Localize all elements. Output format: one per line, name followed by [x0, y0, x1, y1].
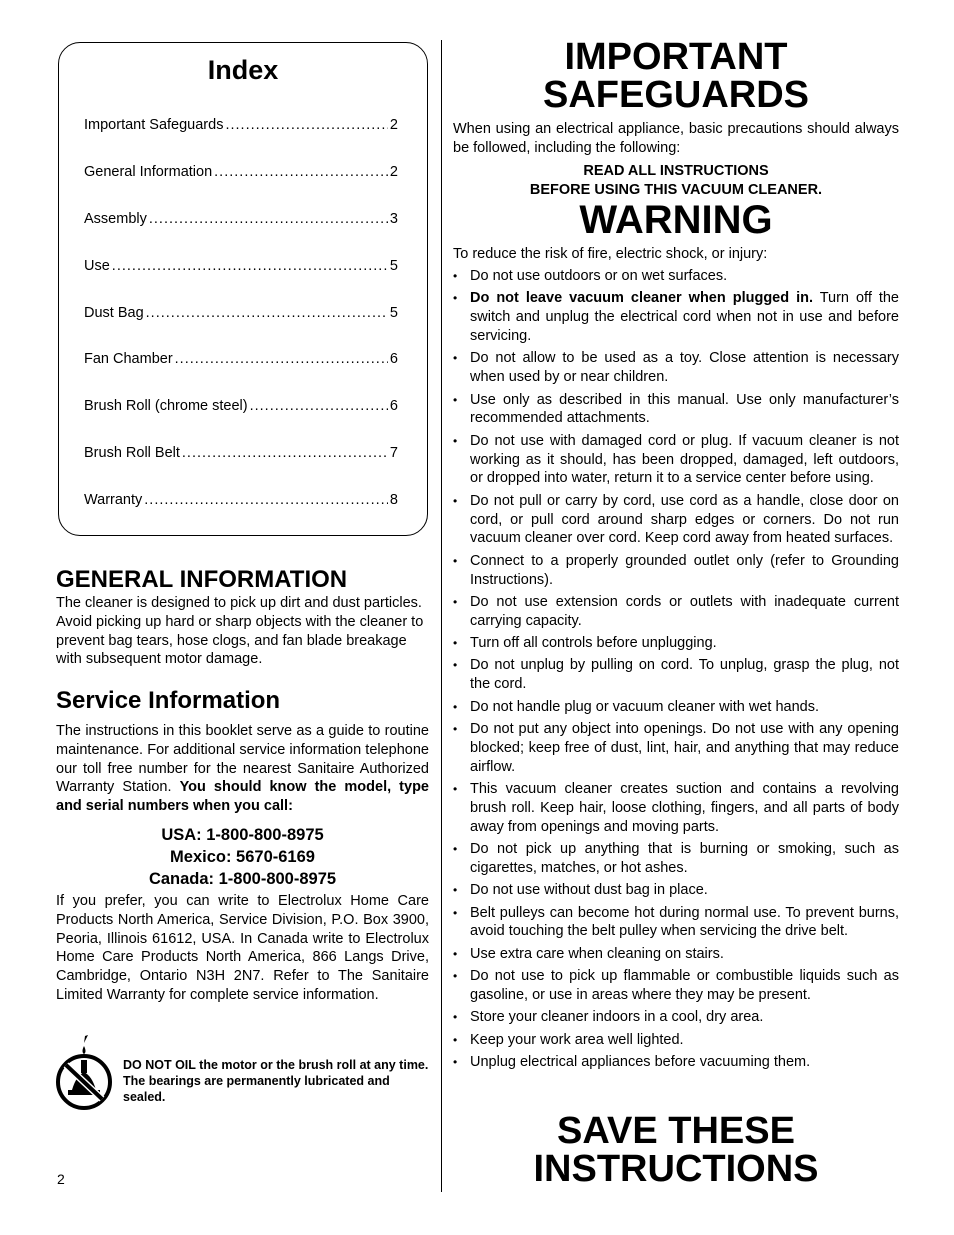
index-leader-dots [112, 258, 388, 274]
phone-usa: USA: 1-800-800-8975 [161, 826, 324, 844]
service-heading: Service Information [56, 687, 281, 714]
safeguard-item-text: Unplug electrical appliances before vacuuming them. [470, 1054, 811, 1071]
index-entry-page: 7 [389, 445, 398, 462]
phone-canada: Canada: 1-800-800-8975 [148, 870, 337, 888]
risk-text: To reduce the risk of fire, electric shock, or injury: [453, 246, 768, 262]
index-entry-label: Warranty [84, 492, 143, 509]
index-entry-page: 8 [389, 492, 398, 509]
safeguard-item [453, 945, 899, 964]
index-entry-page: 5 [389, 257, 398, 274]
index-row [84, 351, 398, 398]
safeguards-heading-line1: IMPORTANT [564, 36, 788, 78]
read-line2: BEFORE USING THIS VACUUM CLEANER. [529, 182, 823, 198]
index-row [84, 164, 398, 211]
safeguard-list [453, 267, 899, 1076]
index-leader-dots [214, 164, 388, 180]
safeguard-item [453, 720, 899, 776]
general-text: The cleaner is designed to pick up dirt and dust particles. Avoid picking up hard or sharp objects with the cleaner to prevent bag tears, hose clogs, and fan blade breakage with subsequent motor damage. [56, 595, 424, 668]
index-entry-label: Dust Bag [84, 304, 144, 321]
safeguard-item [453, 289, 899, 345]
safeguard-item [453, 492, 899, 548]
safeguard-item-text: Use only as described in this manual. Use only manufacturer’s recommended attachments. [470, 391, 899, 427]
index-leader-dots [146, 305, 388, 321]
read-instructions [453, 162, 899, 200]
service-text-normal: The instructions in this booklet serve as a guide to routine maintenance. For additional service information telephone our toll free number for the nearest Sanitaire Authorized Warranty Station. [56, 723, 429, 796]
index-leader-dots [182, 445, 388, 461]
safeguard-item [453, 349, 899, 387]
safeguard-item-text: Do not allow to be used as a toy. Close attention is necessary when used by or near children. [470, 350, 899, 386]
safeguard-item-text: Do not handle plug or vacuum cleaner with wet hands. [470, 698, 820, 715]
safeguard-item-text: Do not unplug by pulling on cord. To unplug, grasp the plug, not the cord. [470, 657, 899, 693]
safeguard-item-text: Use extra care when cleaning on stairs. [470, 945, 724, 962]
index-leader-dots [175, 351, 388, 367]
safeguard-item-text: Turn off all controls before unplugging. [470, 635, 717, 652]
phone-mexico: Mexico: 5670-6169 [170, 848, 315, 866]
warning-heading: WARNING [579, 198, 773, 242]
safeguard-item-text: Connect to a properly grounded outlet only (refer to Grounding Instructions). [470, 552, 899, 588]
index-entry-label: Brush Roll Belt [84, 445, 180, 462]
safeguard-item-text: Do not use without dust bag in place. [470, 882, 708, 899]
index-row [84, 445, 398, 492]
general-heading: GENERAL INFORMATION [56, 566, 348, 593]
index-title: Index [207, 55, 279, 85]
service-text-bold: You should know the model, type and serial numbers when you call: [56, 779, 429, 815]
index-entry-label: General Information [84, 163, 213, 180]
safeguards-intro: When using an electrical appliance, basic precautions should always be followed, including the following: [453, 121, 899, 156]
safeguard-item [453, 1031, 899, 1050]
safeguard-item-bold: Do not leave vacuum cleaner when plugged in. [470, 290, 813, 307]
oil-warning-text: DO NOT OIL the motor or the brush roll at any time. The bearings are permanently lubricated and sealed. [123, 1058, 429, 1104]
safeguard-item-text: Store your cleaner indoors in a cool, dry area. [470, 1009, 764, 1026]
safeguard-item-text: Do not put any object into openings. Do not use with any opening blocked; keep free of dust, lint, hair, and anything that may reduce airflow. [470, 721, 899, 775]
service-text [56, 722, 429, 816]
index-leader-dots [225, 117, 387, 133]
index-row [84, 398, 398, 445]
safeguard-item [453, 391, 899, 429]
index-entry-label: Fan Chamber [84, 351, 173, 368]
index-entry-label: Assembly [84, 210, 147, 227]
safeguard-item-text: Do not use with damaged cord or plug. If vacuum cleaner is not working as it should, has been dropped, damaged, left outdoors, or dropped into water, return it to a service center before using. [470, 432, 899, 487]
index-entry-page: 2 [389, 163, 398, 180]
safeguard-item [453, 432, 899, 488]
safeguard-item-text: This vacuum cleaner creates suction and contains a revolving brush roll. Keep hair, loose clothing, fingers, and all parts of body away from openings and moving parts. [470, 781, 899, 835]
save-heading [453, 1112, 899, 1188]
safeguard-item-text: Turn off the switch and unplug the electrical cord when not in use and before servicing. [470, 290, 899, 344]
phone-numbers [56, 824, 429, 890]
safeguard-item [453, 1053, 899, 1072]
index-row [84, 305, 398, 352]
safeguard-item [453, 634, 899, 653]
write-address-text: If you prefer, you can write to Electrolux Home Care Products North America, Service Division, P.O. Box 3900, Peoria, Illinois 61612, USA. In Canada write to Electrolux Home Care Products North America, 866 Langs Drive, Cambridge, Ontario N3H 2N7. Refer to The Sanitaire Limited Warranty for complete service information. [56, 893, 429, 1003]
safeguard-item [453, 904, 899, 942]
safeguards-heading [453, 38, 899, 114]
safeguard-item [453, 840, 899, 878]
index-row [84, 492, 398, 539]
save-heading-line2: INSTRUCTIONS [533, 1148, 819, 1190]
safeguard-item [453, 656, 899, 694]
safeguard-item [453, 1008, 899, 1027]
safeguard-item [453, 881, 899, 900]
safeguard-item-text: Do not use extension cords or outlets with inadequate current carrying capacity. [470, 593, 899, 629]
index-leader-dots [149, 211, 388, 227]
safeguard-item [453, 967, 899, 1005]
index-leader-dots [144, 492, 388, 508]
index-box [58, 42, 428, 536]
index-list [84, 117, 398, 539]
safeguard-item-text: Do not use to pick up flammable or combustible liquids such as gasoline, or use in areas where they may be present. [470, 968, 899, 1003]
page-number: 2 [57, 1171, 65, 1187]
safeguard-item-text: Do not pick up anything that is burning or smoking, such as cigarettes, matches, or hot ashes. [470, 841, 899, 876]
safeguard-item [453, 698, 899, 717]
index-entry-label: Important Safeguards [84, 117, 224, 133]
index-entry-page: 5 [389, 304, 398, 321]
index-row [84, 258, 398, 305]
safeguard-item [453, 780, 899, 836]
index-entry-page: 2 [389, 117, 398, 133]
index-row [84, 117, 398, 164]
safeguard-item [453, 267, 899, 286]
no-oil-icon [54, 1032, 114, 1112]
save-heading-line1: SAVE THESE [557, 1110, 795, 1152]
index-leader-dots [250, 398, 388, 414]
index-entry-page: 6 [389, 351, 398, 368]
read-line1: READ ALL INSTRUCTIONS [583, 163, 769, 179]
column-divider [441, 40, 442, 1192]
safeguard-item [453, 593, 899, 631]
index-entry-page: 3 [389, 210, 398, 227]
safeguard-item-text: Belt pulleys can become hot during normal use. To prevent burns, avoid touching the belt pulley when servicing the drive belt. [470, 904, 899, 940]
safeguard-item [453, 552, 899, 590]
safeguards-heading-line2: SAFEGUARDS [542, 74, 810, 116]
index-row [84, 211, 398, 258]
index-entry-label: Brush Roll (chrome steel) [84, 398, 248, 415]
index-entry-label: Use [84, 257, 110, 274]
index-entry-page: 6 [389, 398, 398, 415]
safeguard-item-text: Keep your work area well lighted. [470, 1031, 684, 1048]
safeguard-item-text: Do not pull or carry by cord, use cord as a handle, close door on cord, or pull cord around sharp edges or corners. Do not run vacuum cleaner over cord. Keep cord away from heated surfaces. [470, 492, 899, 547]
safeguard-item-text: Do not use outdoors or on wet surfaces. [470, 268, 728, 284]
